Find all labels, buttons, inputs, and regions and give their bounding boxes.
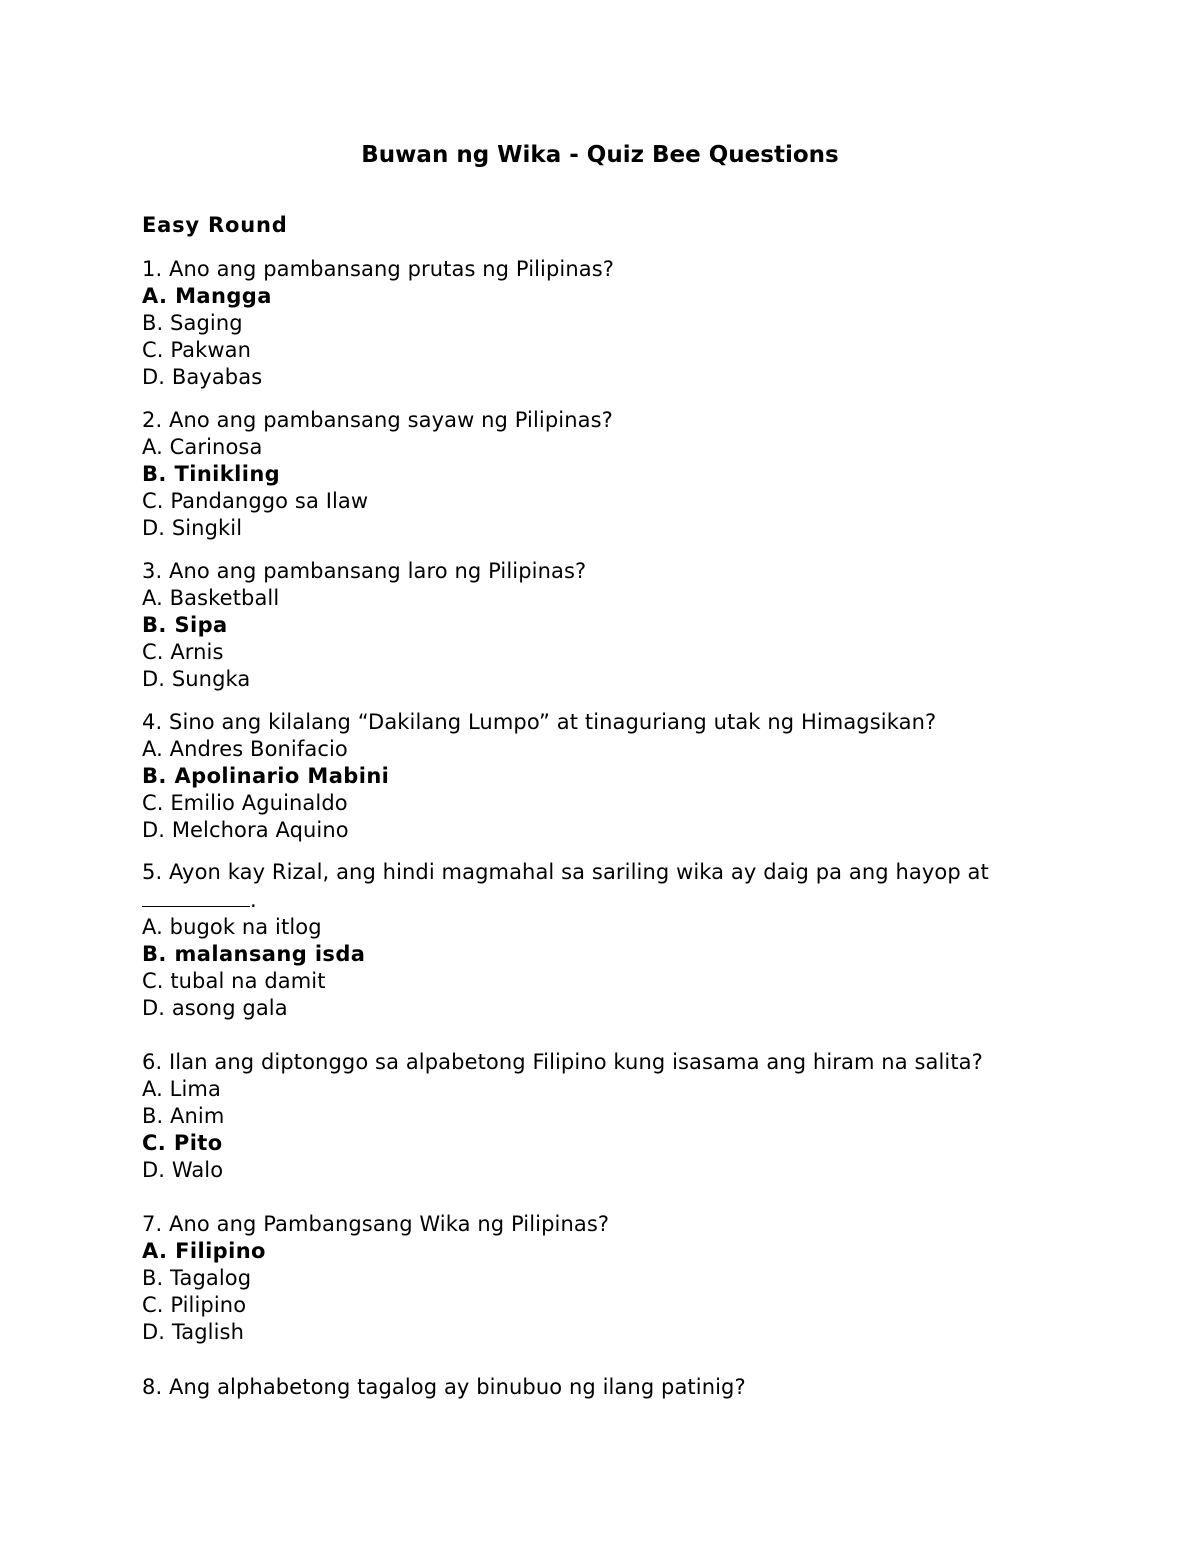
q1-choice-b: B. Saging [142, 311, 243, 335]
q5-choice-a: A. bugok na itlog [142, 915, 322, 939]
document-title: Buwan ng Wika - Quiz Bee Questions [361, 142, 839, 168]
q4-choice-a: A. Andres Bonifacio [142, 737, 348, 761]
q4-choice-b: B. Apolinario Mabini [142, 764, 390, 788]
round-heading: Easy Round [142, 213, 288, 237]
q4-choice-c: C. Emilio Aguinaldo [142, 791, 348, 815]
question-7: 7. Ano ang Pambangsang Wika ng Pilipinas? [142, 1212, 610, 1236]
question-8: 8. Ang alphabetong tagalog ay binubuo ng ilang patinig? [142, 1375, 746, 1399]
q2-choice-d: D. Singkil [142, 516, 243, 540]
q3-choice-c: C. Arnis [142, 640, 224, 664]
q6-choice-a: A. Lima [142, 1077, 221, 1101]
q2-choice-b: B. Tinikling [142, 462, 281, 486]
question-1: 1. Ano ang pambansang prutas ng Pilipinas? [142, 257, 615, 281]
q5-choice-b: B. malansang isda [142, 942, 366, 966]
q7-choice-d: D. Taglish [142, 1320, 244, 1344]
q7-choice-a: A. Filipino [142, 1239, 266, 1263]
q3-choice-a: A. Basketball [142, 586, 280, 610]
q7-choice-c: C. Pilipino [142, 1293, 247, 1317]
q6-choice-d: D. Walo [142, 1158, 224, 1182]
q7-choice-b: B. Tagalog [142, 1266, 252, 1290]
q5-choice-c: C. tubal na damit [142, 969, 326, 993]
q2-choice-a: A. Carinosa [142, 435, 263, 459]
q2-choice-c: C. Pandanggo sa Ilaw [142, 489, 369, 513]
q1-choice-a: A. Mangga [142, 284, 272, 308]
q1-choice-c: C. Pakwan [142, 338, 252, 362]
question-5: 5. Ayon kay Rizal, ang hindi magmahal sa sariling wika ay daig pa ang hayop at [142, 860, 989, 884]
question-5-blank-line [142, 886, 257, 914]
q3-choice-b: B. Sipa [142, 613, 228, 637]
q1-choice-d: D. Bayabas [142, 365, 263, 389]
answer-blank [142, 886, 250, 907]
question-4: 4. Sino ang kilalang “Dakilang Lumpo” at tinaguriang utak ng Himagsikan? [142, 710, 937, 734]
question-6: 6. Ilan ang diptonggo sa alpabetong Filipino kung isasama ang hiram na salita? [142, 1050, 983, 1074]
q6-choice-b: B. Anim [142, 1104, 225, 1128]
question-3: 3. Ano ang pambansang laro ng Pilipinas? [142, 559, 587, 583]
question-2: 2. Ano ang pambansang sayaw ng Pilipinas? [142, 408, 613, 432]
q4-choice-d: D. Melchora Aquino [142, 818, 349, 842]
q6-choice-c: C. Pito [142, 1131, 223, 1155]
question-5-end: . [250, 888, 257, 912]
q3-choice-d: D. Sungka [142, 667, 251, 691]
q5-choice-d: D. asong gala [142, 996, 288, 1020]
